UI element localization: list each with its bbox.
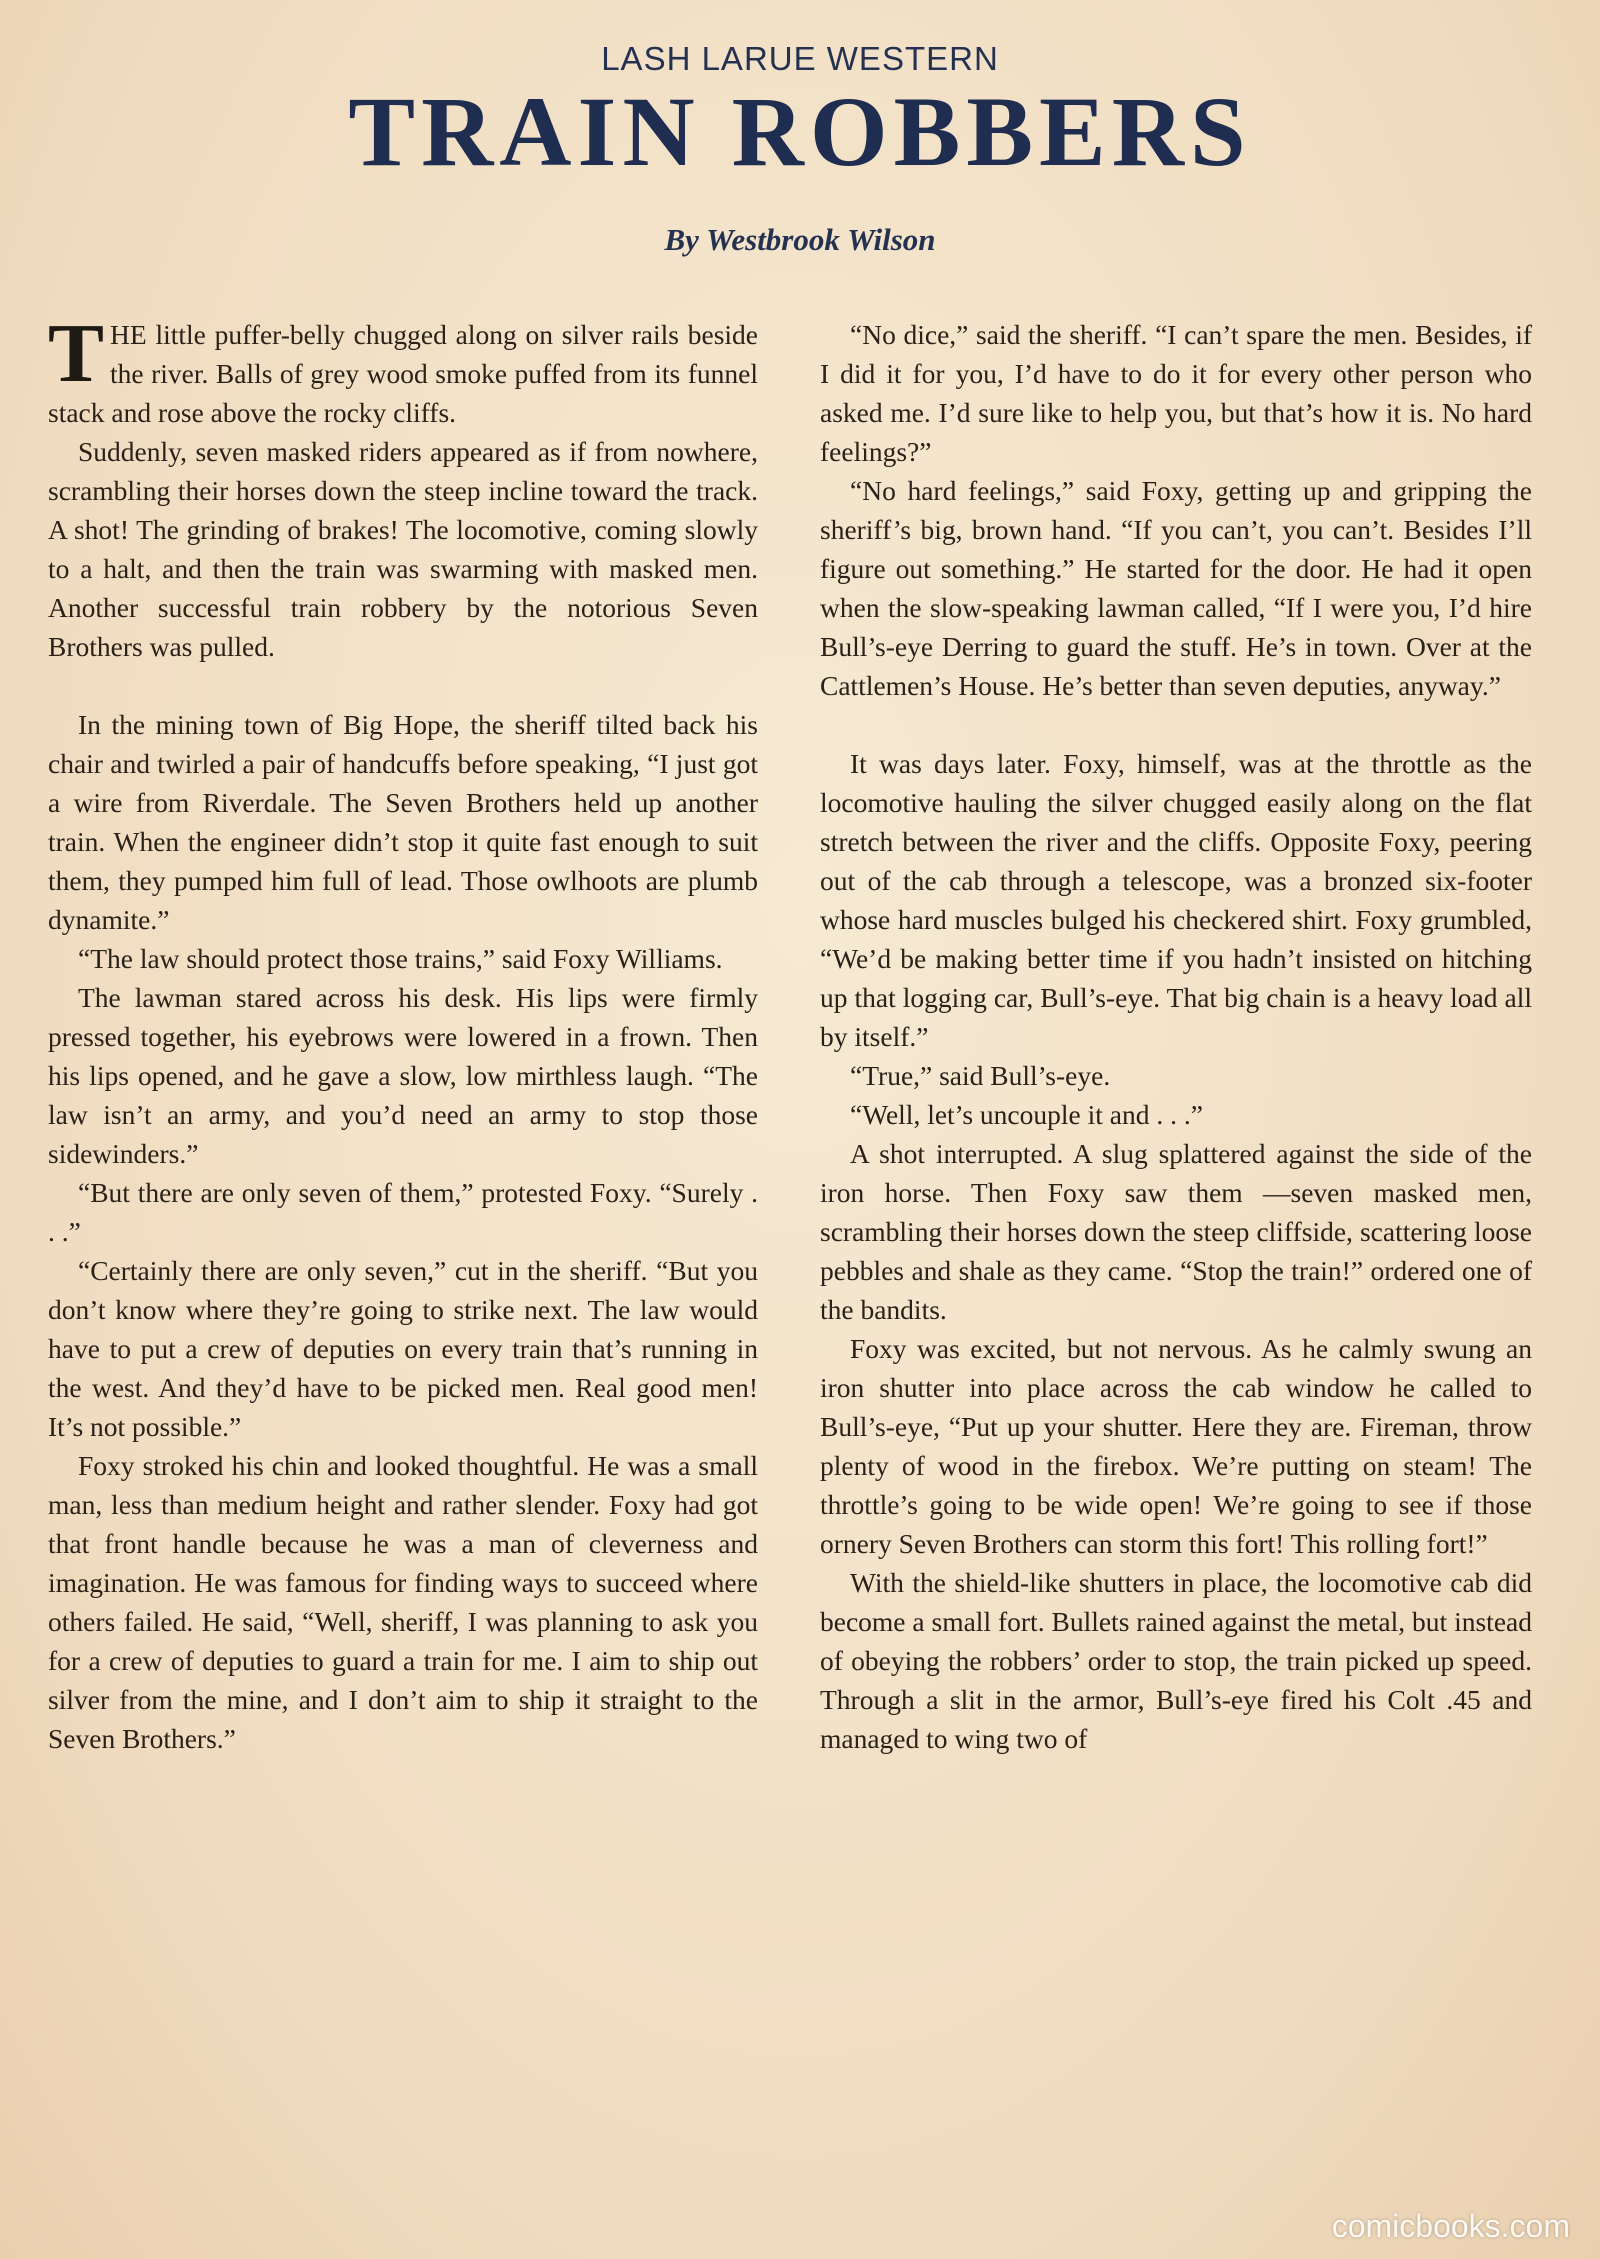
paragraph: “No dice,” said the sheriff. “I can’t spare the men. Besides, if I did it for you, I’d have to do it for every other person who asked me. I’d sure like to help you, but that’s how it is. No hard feelings?” — [820, 319, 1532, 467]
paragraph: THE little puffer-belly chugged along on silver rails beside the river. Balls of grey wood smoke puffed from its funnel stack and rose above the rocky cliffs. — [48, 307, 758, 428]
paragraph: Foxy was excited, but not nervous. As he calmly swung an iron shutter into place across the cab window he called to Bull’s-eye, “Put up your shutter. Here they are. Fireman, throw plenty of wood in the firebox. We’re putting on steam! The throttle’s going to be wide open! We’re going to see if those ornery Seven Brothers can storm this fort! This rolling fort!” — [820, 1333, 1532, 1559]
paragraph: Suddenly, seven masked riders appeared as if from nowhere, scrambling their horses down the steep incline toward the track. A shot! The grinding of brakes! The locomotive, coming slowly to a halt, and then the train was swarming with masked men. Another successful train robbery by the notorious Seven Brothers was pulled. — [48, 436, 758, 662]
paragraph: In the mining town of Big Hope, the sheriff tilted back his chair and twirled a pair of handcuffs before speaking, “I just got a wire from Riverdale. The Seven Brothers held up another train. When the engineer didn’t stop it quite fast enough to suit them, they pumped him full of lead. Those owlhoots are plumb dynamite.” — [48, 709, 758, 935]
watermark: comicbooks.com — [1331, 2208, 1570, 2244]
paragraph: Foxy stroked his chin and looked thoughtful. He was a small man, less than medium height and rather slender. Foxy had got that front handle because he was a man of cleverness and imagination. He was famous for finding ways to succeed where others failed. He said, “Well, sheriff, I was planning to ask you for a crew of deputies to guard a train for me. I aim to ship out silver from the mine, and I don’t aim to ship it straight to the Seven Brothers.” — [48, 1450, 758, 1754]
paragraph: “True,” said Bull’s-eye. — [850, 1060, 1111, 1091]
paragraph: A shot interrupted. A slug splattered against the side of the iron horse. Then Foxy saw them —seven masked men, scrambling their horses down the steep cliffside, scattering loose pebbles and shale as they came. “Stop the train!” ordered one of the bandits. — [820, 1138, 1532, 1325]
paragraph: With the shield-like shutters in place, the locomotive cab did become a small fort. Bullets rained against the metal, but instead of obeying the robbers’ order to stop, the train picked up speed. Through a slit in the armor, Bull’s-eye fired his Colt .45 and managed to wing two of — [820, 1567, 1532, 1754]
paragraph: “The law should protect those trains,” said Foxy Williams. — [78, 943, 723, 974]
story-title: TRAIN ROBBERS — [348, 76, 1252, 187]
right-column — [820, 315, 1532, 1758]
left-column — [48, 307, 758, 1758]
paragraph: “No hard feelings,” said Foxy, getting up and gripping the sheriff’s big, brown hand. “If you can’t, you can’t. Besides I’ll figure out something.” He started for the door. He had it open when the slow-speaking lawman called, “If I were you, I’d hire Bull’s-eye Derring to guard the stuff. He’s in town. Over at the Cattlemen’s House. He’s better than seven deputies, anyway.” — [820, 475, 1532, 701]
paragraph: It was days later. Foxy, himself, was at the throttle as the locomotive hauling the silver chugged easily along on the flat stretch between the river and the cliffs. Opposite Foxy, peering out of the cab through a telescope, was a bronzed six-footer whose hard muscles bulged his checkered shirt. Foxy grumbled, “We’d be making better time if you hadn’t insisted on hitching up that logging car, Bull’s-eye. That big chain is a heavy load all by itself.” — [820, 748, 1532, 1052]
drop-cap: T — [48, 307, 105, 400]
paragraph: “Certainly there are only seven,” cut in the sheriff. “But you don’t know where they’re going to strike next. The law would have to put a crew of deputies on every train that’s running in the west. And they’d have to be picked men. Real good men! It’s not possible.” — [48, 1255, 758, 1442]
paragraph: “But there are only seven of them,” protested Foxy. “Surely . . .” — [48, 1177, 758, 1247]
paragraph: “Well, let’s uncouple it and . . .” — [850, 1099, 1203, 1130]
byline: By Westbrook Wilson — [664, 222, 936, 257]
paragraph: The lawman stared across his desk. His lips were firmly pressed together, his eyebrows were lowered in a frown. Then his lips opened, and he gave a slow, low mirthless laugh. “The law isn’t an army, and you’d need an army to stop those sidewinders.” — [48, 982, 758, 1169]
series-title: LASH LARUE WESTERN — [601, 40, 999, 77]
